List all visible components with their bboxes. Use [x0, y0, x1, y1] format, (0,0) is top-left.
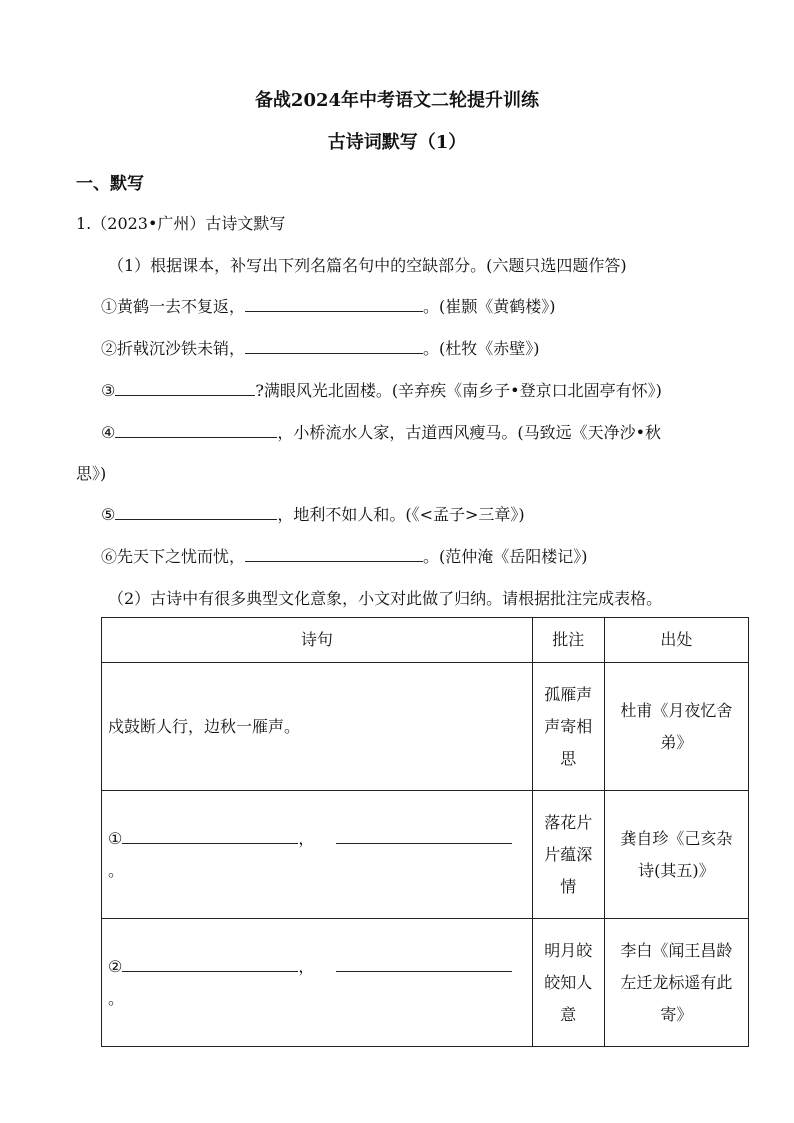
answer-blank[interactable] [245, 297, 423, 312]
section-heading: 一、默写 [76, 174, 144, 194]
note-line: 意 [560, 1004, 577, 1024]
answer-blank[interactable] [245, 339, 423, 354]
source-line: 左迁龙标遥有此 [620, 972, 733, 992]
verse-prefix: ① [108, 828, 123, 848]
header-verse: 诗句 [102, 618, 533, 663]
item-suffix: 。(范仲淹《岳阳楼记》) [423, 547, 588, 566]
note-line: 皎知人 [544, 972, 593, 992]
item-prefix: ⑥先天下之忧而忧， [101, 547, 246, 566]
answer-blank[interactable] [245, 547, 423, 562]
header-source: 出处 [604, 618, 748, 663]
document-subtitle: 古诗词默写（1） [327, 132, 467, 153]
item-prefix: ④ [101, 423, 116, 442]
answer-blank[interactable] [115, 423, 277, 438]
note-line: 片蕴深 [544, 844, 593, 864]
answer-blank[interactable] [122, 829, 298, 844]
answer-blank[interactable] [336, 829, 512, 844]
item-prefix: ①黄鹤一去不复返， [101, 297, 246, 316]
item-suffix: ，小桥流水人家，古道西风瘦马。(马致远《天净沙•秋 [277, 423, 662, 442]
item-prefix: ③ [101, 381, 116, 400]
header-note: 批注 [532, 618, 604, 663]
source-line: 李白《闻王昌龄 [620, 940, 733, 960]
verse-end: 。 [108, 988, 125, 1008]
fill-item-4 [101, 420, 661, 443]
imagery-table [101, 617, 749, 1047]
note-cell [532, 919, 604, 1047]
verse-end: 。 [108, 860, 125, 880]
item-prefix: ⑤ [101, 505, 116, 524]
source-line: 寄》 [660, 1004, 693, 1024]
item-prefix: ②折戟沉沙铁未销， [101, 339, 246, 358]
item-suffix: ?满眼风光北固楼。(辛弃疾《南乡子•登京口北固亭有怀》) [255, 381, 662, 400]
source-cell [604, 663, 748, 791]
part1-intro: （1）根据课本，补写出下列名篇名句中的空缺部分。(六题只选四题作答) [108, 256, 627, 275]
source-line: 龚自珍《己亥杂 [620, 828, 733, 848]
document-title: 备战2024年中考语文二轮提升训练 [254, 90, 540, 111]
answer-blank[interactable] [115, 381, 255, 396]
verse-separator: ， [298, 828, 315, 848]
note-line: 声寄相 [544, 716, 593, 736]
table-row [102, 919, 749, 1047]
verse-cell [102, 791, 533, 919]
fill-item-4-continuation: 思》) [76, 464, 107, 483]
answer-blank[interactable] [336, 957, 512, 972]
verse-cell [102, 663, 533, 791]
item-suffix: 。(崔颢《黄鹤楼》) [423, 297, 556, 316]
item-suffix: ，地利不如人和。(《<孟子>三章》) [277, 505, 525, 524]
fill-item-2 [101, 336, 540, 359]
table-row [102, 791, 749, 919]
part2-intro: （2）古诗中有很多典型文化意象，小文对此做了归纳。请根据批注完成表格。 [108, 589, 663, 608]
note-cell [532, 791, 604, 919]
table-row [102, 663, 749, 791]
verse-prefix: ② [108, 956, 123, 976]
fill-item-1 [101, 294, 556, 317]
question-header: 1.（2023•广州）古诗文默写 [76, 214, 286, 233]
verse-text: 戍鼓断人行，边秋一雁声。 [108, 716, 301, 736]
note-line: 明月皎 [544, 940, 593, 960]
source-cell [604, 791, 748, 919]
answer-blank[interactable] [122, 957, 298, 972]
answer-blank[interactable] [115, 505, 277, 520]
fill-item-3 [101, 378, 662, 401]
verse-cell [102, 919, 533, 1047]
note-line: 思 [560, 748, 577, 768]
table-header-row [102, 618, 749, 663]
verse-separator: ， [298, 956, 315, 976]
fill-item-5 [101, 502, 525, 525]
source-line: 弟》 [660, 732, 693, 752]
source-line: 杜甫《月夜忆舍 [620, 700, 733, 720]
item-suffix: 。(杜牧《赤壁》) [423, 339, 540, 358]
source-cell [604, 919, 748, 1047]
note-line: 情 [560, 876, 577, 896]
note-cell [532, 663, 604, 791]
note-line: 落花片 [544, 812, 593, 832]
note-line: 孤雁声 [544, 684, 593, 704]
fill-item-6 [101, 544, 588, 567]
source-line: 诗(其五)》 [638, 860, 715, 880]
